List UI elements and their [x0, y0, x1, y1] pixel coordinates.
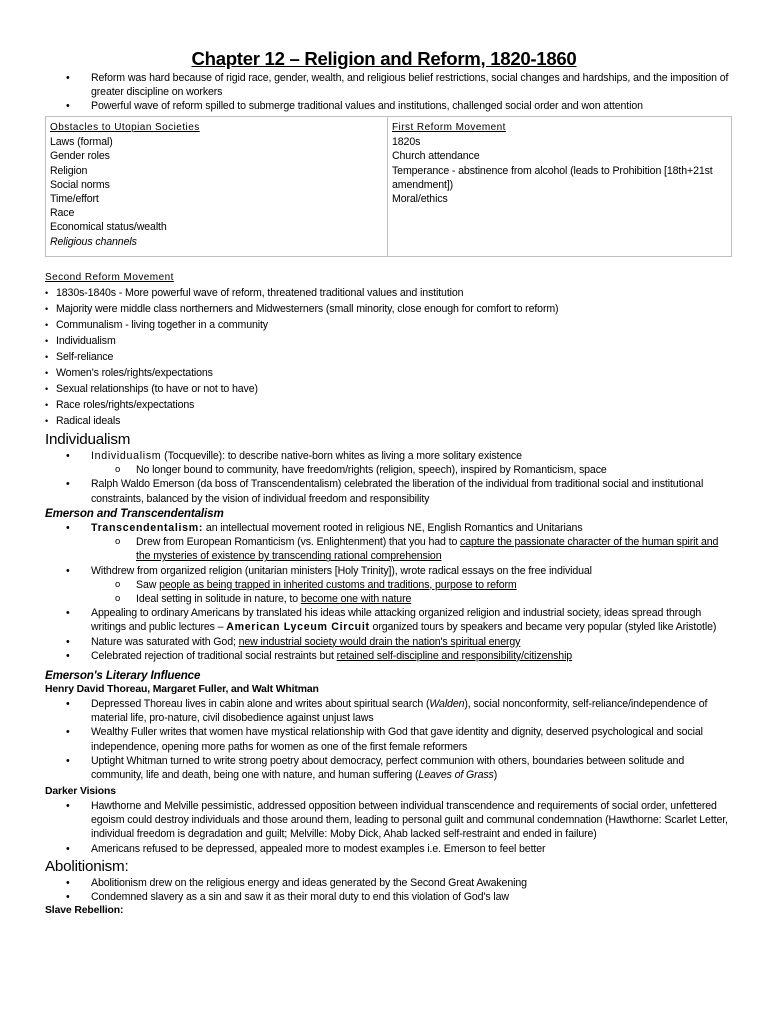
emerson-subbullet	[45, 578, 735, 592]
emerson-bullet	[45, 635, 735, 649]
abolitionism-heading: Abolitionism:	[45, 858, 129, 875]
first-reform-cell	[388, 117, 732, 257]
text-run: )	[493, 769, 498, 782]
obstacles-cell	[46, 117, 388, 257]
text-run: Nature was saturated with God;	[91, 635, 239, 648]
emerson-subbullet	[45, 535, 735, 563]
literary-bullet	[45, 754, 735, 782]
emerson-bullet	[45, 606, 735, 634]
literary-section	[45, 669, 735, 782]
individualism-bullet	[45, 449, 735, 463]
text-run: Saw	[136, 578, 160, 591]
text-run: (Tocqueville): to describe native-born whites as living a more solitary existence	[161, 450, 522, 462]
reform-table	[45, 116, 732, 257]
obstacles-heading: Obstacles to Utopian Societies	[50, 122, 200, 133]
intro-bullet: • Reform was hard because of rigid race, gender, wealth, and religious belief restrictions, social changes and hardships, and the imposition of greater discipline on workers	[45, 71, 735, 99]
emerson-heading: Emerson and Transcendentalism	[45, 507, 224, 520]
second-reform-item: • 1830s-1840s - More powerful wave of reform, threatened traditional values and institution	[45, 285, 735, 301]
text-run: Individualism	[91, 450, 162, 462]
first-reform-item: Moral/ethics	[392, 193, 448, 206]
emerson-bullet: • Withdrew from organized religion (unitarian ministers [Holy Trinity]), wrote radical essays on the free individual	[45, 564, 735, 578]
individualism-subbullet: o No longer bound to community, have freedom/rights (religion, speech), inspired by Romanticism, space	[45, 463, 735, 477]
literary-bullet	[45, 697, 735, 725]
text-run: an intellectual movement rooted in religious NE, English Romantics and Unitarians	[203, 522, 583, 534]
individualism-bullet: • Ralph Waldo Emerson (da boss of Transcendentalism) celebrated the liberation of the individual from traditional social and institutional constraints, balanced by the vision of individual freedom and responsibility	[45, 477, 735, 505]
text-run: Transcendentalism:	[91, 522, 204, 534]
text-run: Drew from European Romanticism (vs. Enlightenment) that you had to	[136, 536, 461, 549]
second-reform-item: • Radical ideals	[45, 413, 735, 429]
abolitionism-bullet: • Condemned slavery as a sin and saw it as their moral duty to end this violation of God's law	[45, 890, 735, 904]
obstacle-item: Gender roles	[50, 150, 110, 163]
text-run: Appealing to ordinary Americans by translated his ideas while attacking organized religion and industrial society, ideas spread through writings and public lectures –	[91, 607, 702, 634]
first-reform-item: 1820s	[392, 136, 421, 149]
second-reform-item: • Race roles/rights/expectations	[45, 397, 735, 413]
text-run: Uptight Whitman turned to write strong poetry about democracy, perfect communion with others, boundaries between solitude and community, life and death, being one with nature, and human suffering (	[91, 754, 685, 782]
page-title: Chapter 12 – Religion and Reform, 1820-1860	[191, 48, 577, 69]
second-reform-item: • Women's roles/rights/expectations	[45, 365, 735, 381]
literary-heading: Emerson's Literary Influence	[45, 669, 201, 682]
text-run: Celebrated rejection of traditional social restraints but	[91, 649, 337, 662]
first-reform-item: Temperance - abstinence from alcohol (leads to Prohibition [18th+21st amendment])	[392, 164, 713, 191]
text-run: Leaves of Grass	[418, 769, 494, 782]
text-run: ), social nonconformity, self-reliance/independence of material life, pro-nature, civil disobedience against unjust laws	[91, 698, 708, 725]
darker-visions-heading: Darker Visions	[45, 786, 116, 797]
abolitionism-bullet: • Abolitionism drew on the religious energy and ideas generated by the Second Great Awakening	[45, 876, 735, 890]
text-run: capture the passionate character of the human spirit and the mysteries of existence by transcending rational comprehension	[136, 536, 719, 563]
text-run: new industrial society would drain the nation's spiritual energy	[238, 635, 521, 648]
literary-bullet: • Wealthy Fuller writes that women have mystical relationship with God that gave identity and dignity, deserved psychological and social independence, opening more paths for women as one of the first female reformers	[45, 725, 735, 753]
obstacle-item: Laws (formal)	[50, 136, 113, 149]
text-run: American Lyceum Circuit	[226, 621, 370, 634]
individualism-section	[45, 430, 735, 506]
obstacle-item: Race	[50, 207, 75, 220]
intro-bullet: • Powerful wave of reform spilled to submerge traditional values and institutions, challenged social order and won attention	[45, 99, 735, 113]
text-run: Walden	[429, 698, 465, 710]
second-reform-item: • Majority were middle class northerners and Midwesterners (small minority, close enough for comfort to reform)	[45, 301, 735, 317]
second-reform-heading: Second Reform Movement	[45, 272, 174, 283]
second-reform-item: • Self-reliance	[45, 349, 735, 365]
obstacle-item: Economical status/wealth	[50, 221, 167, 234]
second-reform-item: • Individualism	[45, 333, 735, 349]
second-reform-item: • Sexual relationships (to have or not to have)	[45, 381, 735, 397]
text-run: become one with nature	[300, 593, 412, 606]
emerson-bullet	[45, 521, 735, 535]
darker-visions-bullet: • Hawthorne and Melville pessimistic, addressed opposition between individual transcendence and requirements of social order, unfettered egoism could destroy individuals and those around them, leading to personal guilt and communal condemnation (Hawthorne: Scarlet Letter, individual freedom is degradation and guilt; Melville: Moby Dick, Ahab lacked self-restraint and ended in failure)	[45, 799, 735, 842]
text-run: retained self-discipline and responsibility/citizenship	[336, 649, 573, 662]
slave-rebellion-heading: Slave Rebellion:	[45, 905, 124, 917]
text-run: organized tours by speakers and became very popular (styled like Aristotle)	[369, 621, 717, 634]
emerson-section	[45, 507, 735, 663]
second-reform-section	[45, 271, 735, 429]
obstacle-item-italic: Religious channels	[50, 235, 137, 248]
obstacle-item: Social norms	[50, 178, 110, 191]
abolitionism-section	[45, 857, 735, 918]
intro-list	[45, 71, 735, 114]
text-run: people as being trapped in inherited customs and traditions, purpose to reform	[159, 578, 517, 591]
darker-visions-section	[45, 785, 735, 856]
literary-subheading: Henry David Thoreau, Margaret Fuller, and Walt Whitman	[45, 684, 319, 695]
individualism-heading: Individualism	[45, 431, 131, 448]
first-reform-item: Church attendance	[392, 150, 480, 163]
emerson-subbullet	[45, 592, 735, 606]
obstacle-item: Time/effort	[50, 193, 99, 206]
obstacle-item: Religion	[50, 164, 88, 177]
text-run: Ideal setting in solitude in nature, to	[136, 593, 301, 606]
text-run: Depressed Thoreau lives in cabin alone and writes about spiritual search (	[91, 698, 430, 710]
darker-visions-bullet: • Americans refused to be depressed, appealed more to modest examples i.e. Emerson to feel better	[45, 842, 735, 856]
second-reform-item: • Communalism - living together in a community	[45, 317, 735, 333]
first-reform-heading: First Reform Movement	[392, 122, 506, 133]
emerson-bullet	[45, 649, 735, 663]
